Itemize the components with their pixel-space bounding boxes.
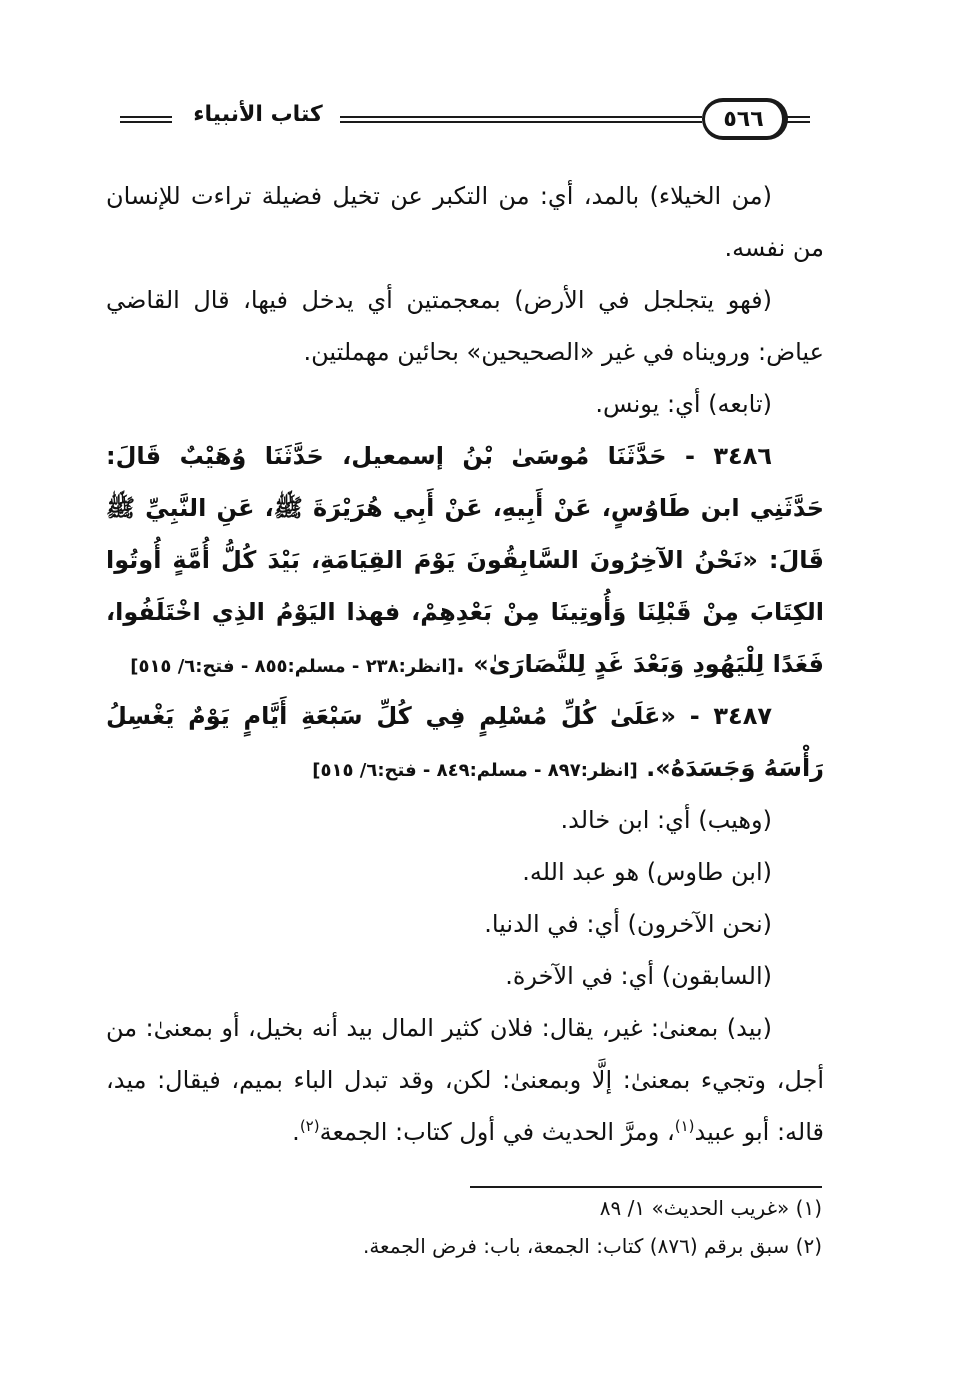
paragraph: (وهيب) أي: ابن خالد. [560, 806, 772, 834]
paragraph-text: . [292, 1118, 300, 1146]
paragraph: (نحن الآخرون) أي: في الدنيا. [484, 910, 772, 938]
header-rule-left [120, 116, 172, 123]
page-header [0, 96, 958, 146]
paragraph-text: (بيد) بمعنىٰ: غير، يقال: فلان كثير المال بيد أنه بخيل، أو بمعنىٰ: من أجل، وتجيء بمعنىٰ: إلَّا وبمعنىٰ: لكن، وقد تبدل الباء بميم، فيقال: ميد، قاله: أبو عبيد [106, 1014, 824, 1146]
main-text [106, 170, 824, 1158]
paragraph-text: ، ومرَّ الحديث في أول كتاب: الجمعة [319, 1118, 675, 1146]
page-number-frame [702, 98, 788, 140]
paragraph: (من الخيلاء) بالمد، أي: من التكبر عن تخيل فضيلة تراءت للإنسان من نفسه. [106, 182, 824, 262]
hadith-3486 [106, 430, 824, 690]
footnote-marker: (١) [674, 1117, 695, 1135]
hadith-3487 [106, 690, 824, 794]
paragraph: (فهو يتجلجل في الأرض) بمعجمتين أي يدخل فيها، قال القاضي عياض: ورويناه في غير «الصحيحين» بحائين مهملتين. [106, 286, 824, 366]
hadith-reference: [انظر:٢٣٨ - مسلم:٨٥٥ - فتح:٦/ ٥١٥] [130, 656, 456, 677]
paragraph: (السابقون) أي: في الآخرة. [505, 962, 772, 990]
paragraph: (تابعه) أي: يونس. [595, 390, 772, 418]
footnote-1: (١) «غريب الحديث» ١/ ٨٩ [599, 1196, 822, 1220]
paragraph [106, 1002, 824, 1158]
paragraph: (ابن طاوس) هو عبد الله. [522, 858, 772, 886]
book-title: كتاب الأنبياء [193, 102, 323, 127]
hadith-text: ٣٤٨٧ - «عَلَىٰ كُلِّ مُسْلِمٍ فِي كُلِّ سَبْعَةِ أَيَّامٍ يَوْمٌ يَغْسِلُ رَأْسَهُ وَجَسَدَهُ». [106, 702, 824, 782]
header-rule-middle [340, 116, 702, 123]
footnote-2: (٢) سبق برقم (٨٧٦) كتاب: الجمعة، باب: فرض الجمعة. [362, 1234, 822, 1258]
page-number: ٥٦٦ [723, 106, 764, 132]
footnote-marker: (٢) [299, 1117, 320, 1135]
footnote-separator [470, 1186, 822, 1188]
hadith-reference: [انظر:٨٩٧ - مسلم:٨٤٩ - فتح:٦/ ٥١٥] [312, 760, 638, 781]
hadith-text: ٣٤٨٦ - حَدَّثَنَا مُوسَىٰ بْنُ إسمعيل، حَدَّثَنَا وُهَيْبٌ قَالَ: حَدَّثَنِي ابن طَاوُسٍ، عَنْ أَبِيهِ، عَنْ أَبِي هُرَيْرَةَ ﷺ، عَنِ النَّبِيِّ ﷺ قَالَ: «نَحْنُ الآخِرُونَ السَّابِقُونَ يَوْمَ القِيَامَةِ، بَيْدَ كُلُّ أُمَّةٍ أُوتُوا الكِتَابَ مِنْ قَبْلِنَا وَأُوتِينَا مِنْ بَعْدِهِمْ، فهذا اليَوْمُ الذِي اخْتَلَفُوا، فَغَدًا لِلْيَهُودِ وَبَعْدَ غَدٍ لِلنَّصَارَىٰ» . [106, 442, 824, 678]
